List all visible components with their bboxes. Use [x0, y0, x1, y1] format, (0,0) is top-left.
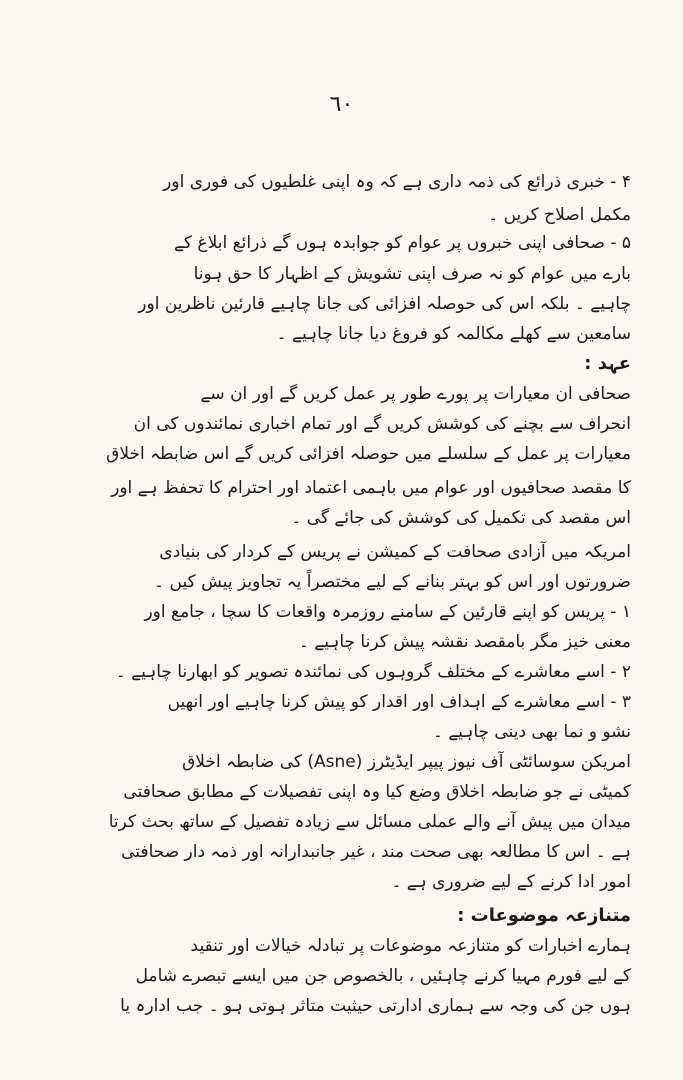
- text-line: اس مقصد کی تکمیل کی کوشش کی جائے گی ۔: [291, 508, 631, 528]
- text-line: امریکہ میں آزادی صحافت کے کمیشن نے پریس کے کردار کی بنیادی: [159, 542, 631, 562]
- page-number: ٦٠: [329, 92, 354, 117]
- text-line: ہوں جن کی وجہ سے ہماری ادارتی حیثیت متاثر ہوتی ہو ۔ جب ادارہ یا: [120, 996, 631, 1016]
- text-line: نشو و نما بھی دینی چاہیے ۔: [432, 722, 631, 742]
- text-line: سامعین سے کھلے مکالمہ کو فروغ دیا جانا چاہیے ۔: [276, 324, 631, 344]
- text-line: کمیٹی نے جو ضابطہ اخلاق وضع کیا وہ اپنی تفصیلات کے مطابق صحافتی: [123, 782, 631, 802]
- text-line: میدان میں پیش آنے والے عملی مسائل سے زیادہ تفصیل کے ساتھ بحث کرتا: [108, 812, 631, 832]
- text-line: ۲ - اسے معاشرے کے مختلف گروہوں کی نمائندہ تصویر کو ابھارنا چاہیے ۔: [115, 662, 631, 682]
- text-line: ہمارے اخبارات کو متنازعہ موضوعات پر تبادلہ خیالات اور تنقید: [190, 936, 631, 956]
- text-line: ۳ - اسے معاشرے کے اہداف اور اقدار کو پیش کرنا چاہیے اور انھیں: [167, 692, 631, 712]
- text-line: امریکن سوسائٹی آف نیوز پیپر ایڈیٹرز (Asne) کی ضابطہ اخلاق: [182, 752, 631, 772]
- text-line: معنی خیز مگر بامقصد نقشہ پیش کرنا چاہیے ۔: [298, 632, 631, 652]
- text-line: ہے ۔ اس کا مطالعہ بھی صحت مند ، غیر جانبدارانہ اور ذمہ دار صحافتی: [121, 842, 631, 862]
- text-line: ۴ - خبری ذرائع کی ذمہ داری ہے کہ وہ اپنی غلطیوں کی فوری اور: [163, 172, 631, 192]
- text-line: ۱ - پریس کو اپنے قارئین کے سامنے روزمرہ واقعات کا سچا ، جامع اور: [144, 602, 631, 622]
- text-line: ۵ - صحافی اپنی خبروں پر عوام کو جوابدہ ہوں گے ذرائع ابلاغ کے: [173, 233, 631, 253]
- text-line: امور ادا کرنے کے لیے ضروری ہے ۔: [391, 872, 631, 892]
- text-line: کا مقصد صحافیوں اور عوام میں باہمی اعتماد اور احترام کا تحفظ ہے اور: [111, 478, 631, 498]
- section-heading-controversial-topics: متنازعہ موضوعات :: [457, 905, 631, 926]
- section-heading-pledge: عہد :: [584, 353, 631, 374]
- text-line: معیارات پر عمل کے سلسلے میں حوصلہ افزائی کریں گے اس ضابطہ اخلاق: [106, 444, 631, 464]
- text-line: کے لیے فورم مہیا کرنے چاہئیں ، بالخصوص جن میں ایسے تبصرے شامل: [135, 966, 631, 986]
- text-line: بارے میں عوام کو نہ صرف اپنی تشویش کے اظہار کا حق ہونا: [193, 264, 631, 284]
- text-line: مکمل اصلاح کریں ۔: [488, 205, 631, 225]
- text-line: ضرورتوں اور اس کو بہتر بنانے کے لیے مختصراً یہ تجاویز پیش کیں ۔: [154, 572, 631, 592]
- text-line: چاہیے ۔ بلکہ اس کی حوصلہ افزائی کی جانا چاہیے قارئین ناظرین اور: [138, 294, 631, 314]
- text-line: صحافی ان معیارات پر پورے طور پر عمل کریں گے اور ان سے: [200, 384, 631, 404]
- text-line: انحراف سے بچنے کی کوشش کریں گے اور تمام اخباری نمائندوں کی ان: [133, 414, 631, 434]
